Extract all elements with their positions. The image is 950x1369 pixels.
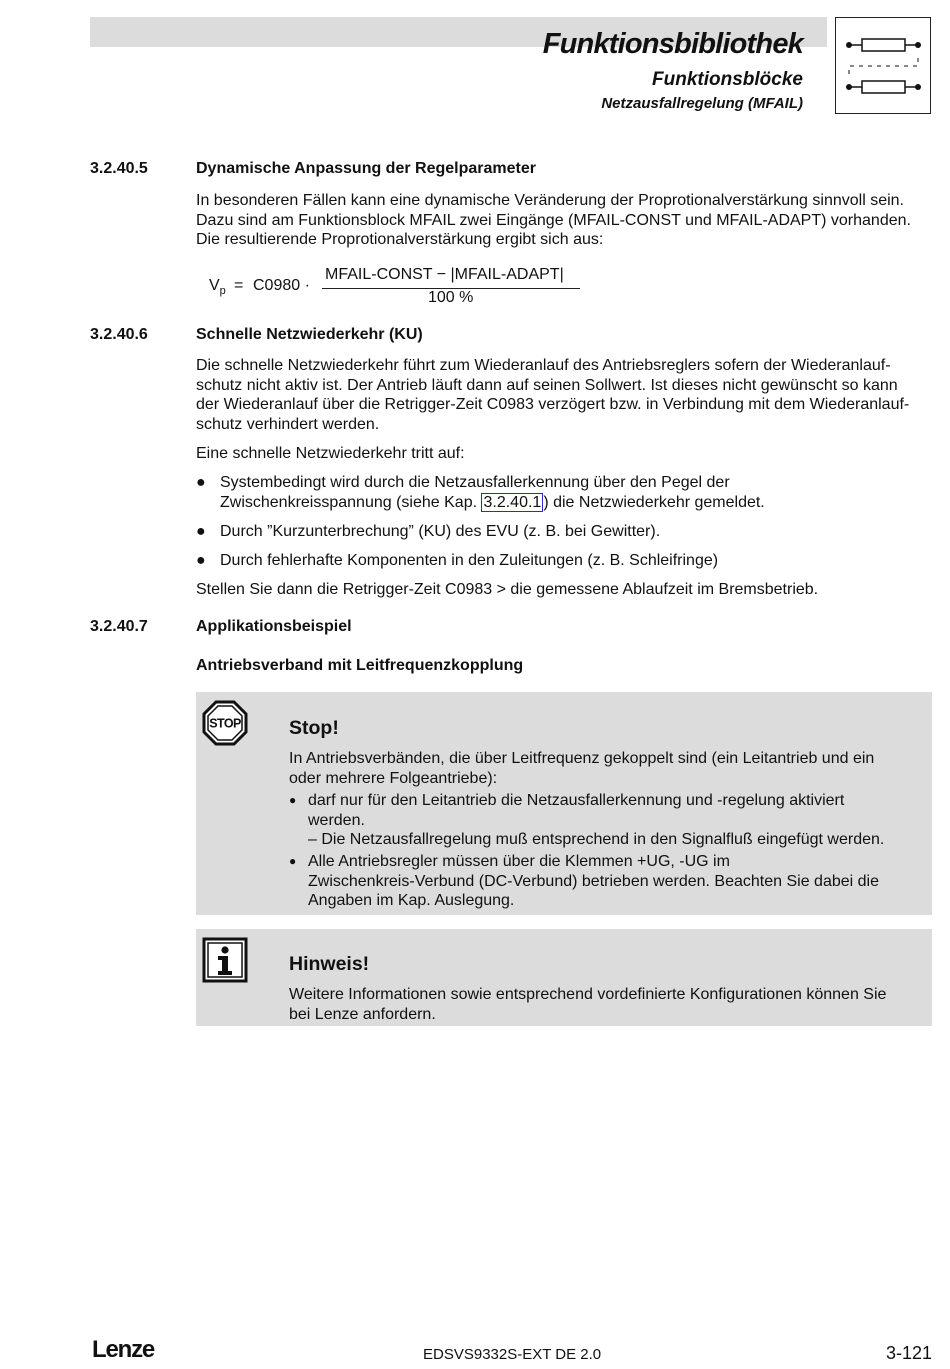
chapter-link[interactable]: 3.2.40.1 xyxy=(483,493,542,511)
section-number: 3.2.40.6 xyxy=(90,326,148,343)
formula-lhs: $V_p$ xyxy=(209,277,226,298)
page-title: Funktionsbibliothek xyxy=(542,28,803,60)
function-library-icon xyxy=(835,17,931,114)
text-line: Alle Antriebsregler müssen über die Klemmen +UG, -UG im xyxy=(308,853,730,870)
lenze-logo: Lenze xyxy=(92,1336,155,1363)
list-item xyxy=(196,551,936,571)
text-line: Die resultierende Proprotionalverstärkung ergibt sich aus: xyxy=(196,231,604,248)
info-icon xyxy=(202,937,248,988)
section-paragraph xyxy=(196,191,936,250)
section-number: 3.2.40.5 xyxy=(90,160,148,177)
stop-warning-box xyxy=(196,692,932,915)
chapter-subtitle: Funktionsblöcke xyxy=(652,69,803,90)
text-line: – Die Netzausfallregelung muß entsprechend in den Signalfluß eingefügt werden. xyxy=(308,831,885,848)
formula-numerator: MFAIL-CONST − |MFAIL-ADAPT| xyxy=(325,266,564,283)
text-line: Zwischenkreis-Verbund (DC-Verbund) betrieben werden. Beachten Sie dabei die xyxy=(308,872,879,890)
section-subtitle: Netzausfallregelung (MFAIL) xyxy=(601,95,803,112)
stop-title: Stop! xyxy=(289,717,339,739)
bullet-icon: ● xyxy=(196,523,206,540)
text-line: oder mehrere Folgeantriebe): xyxy=(289,769,498,787)
text-line: In Antriebsverbänden, die über Leitfrequenz gekoppelt sind (ein Leitantrieb und ein xyxy=(289,750,875,767)
text-line: schutz nicht aktiv ist. Der Antrieb läuft dann auf seinen Sollwert. Ist dieses nicht gewünscht so kann xyxy=(196,376,898,394)
text-line: bei Lenze anfordern. xyxy=(289,1005,436,1023)
stop-list-item xyxy=(289,852,929,911)
stop-list-item xyxy=(289,791,929,850)
page-number: 3-121 xyxy=(885,1343,932,1363)
bullet-icon: ● xyxy=(289,854,297,868)
text-line: werden. xyxy=(308,811,365,829)
section-number: 3.2.40.7 xyxy=(90,618,148,635)
list-intro: Eine schnelle Netzwiederkehr tritt auf: xyxy=(196,445,465,462)
text-line: Durch ”Kurzunterbrechung” (KU) des EVU (z. B. bei Gewitter). xyxy=(220,523,661,540)
closing-sentence: Stellen Sie dann die Retrigger-Zeit C0983 > die gemessene Ablaufzeit im Bremsbetrieb. xyxy=(196,581,819,598)
svg-text:STOP: STOP xyxy=(209,716,241,731)
subsection-heading: Antriebsverband mit Leitfrequenzkopplung xyxy=(196,657,524,674)
stop-intro xyxy=(289,749,929,788)
section-heading: Dynamische Anpassung der Regelparameter xyxy=(196,160,536,177)
bullet-icon: ● xyxy=(196,474,206,491)
text-line: Weitere Informationen sowie entsprechend vordefinierte Konfigurationen können Sie xyxy=(289,986,887,1003)
text-line: Durch fehlerhafte Komponenten in den Zuleitungen (z. B. Schleifringe) xyxy=(220,552,719,569)
text-line: Dazu sind am Funktionsblock MFAIL zwei Eingänge (MFAIL-CONST und MFAIL-ADAPT) vorhanden. xyxy=(196,211,911,229)
formula-equals: = xyxy=(234,277,244,294)
document-id: EDSVS9332S-EXT DE 2.0 xyxy=(423,1346,602,1363)
bullet-icon: ● xyxy=(196,552,206,569)
text-line: In besonderen Fällen kann eine dynamische Veränderung der Proprotionalverstärkung sinnvoll sein. xyxy=(196,192,904,209)
text-line: Zwischenkreisspannung (siehe Kap. 3.2.40.1 ) die Netzwiederkehr gemeldet. xyxy=(220,493,765,511)
bullet-icon: ● xyxy=(289,793,297,807)
list-item xyxy=(196,473,936,513)
note-box xyxy=(196,929,932,1026)
text-line: Die schnelle Netzwiederkehr führt zum Wiederanlauf des Antriebsreglers sofern der Wiederanlauf- xyxy=(196,357,891,374)
section-heading: Applikationsbeispiel xyxy=(196,618,352,635)
text-line: Angaben im Kap. Auslegung. xyxy=(308,892,515,909)
note-text xyxy=(289,985,929,1024)
text-line: der Wiederanlauf über die Retrigger-Zeit C0983 verzögert bzw. in Verbindung mit dem Wiederanlauf- xyxy=(196,396,910,413)
text-line: schutz verhindert werden. xyxy=(196,415,380,433)
formula-denominator: 100 % xyxy=(428,289,474,306)
note-title: Hinweis! xyxy=(289,953,370,975)
section-heading: Schnelle Netzwiederkehr (KU) xyxy=(196,326,423,343)
section-paragraph xyxy=(196,356,936,434)
text-line: Systembedingt wird durch die Netzausfallerkennung über den Pegel der xyxy=(220,474,730,491)
formula-factor: C0980 · xyxy=(253,277,310,294)
text-line: darf nur für den Leitantrieb die Netzausfallerkennung und -regelung aktiviert xyxy=(308,792,845,809)
list-item xyxy=(196,522,936,542)
stop-icon xyxy=(202,700,248,751)
